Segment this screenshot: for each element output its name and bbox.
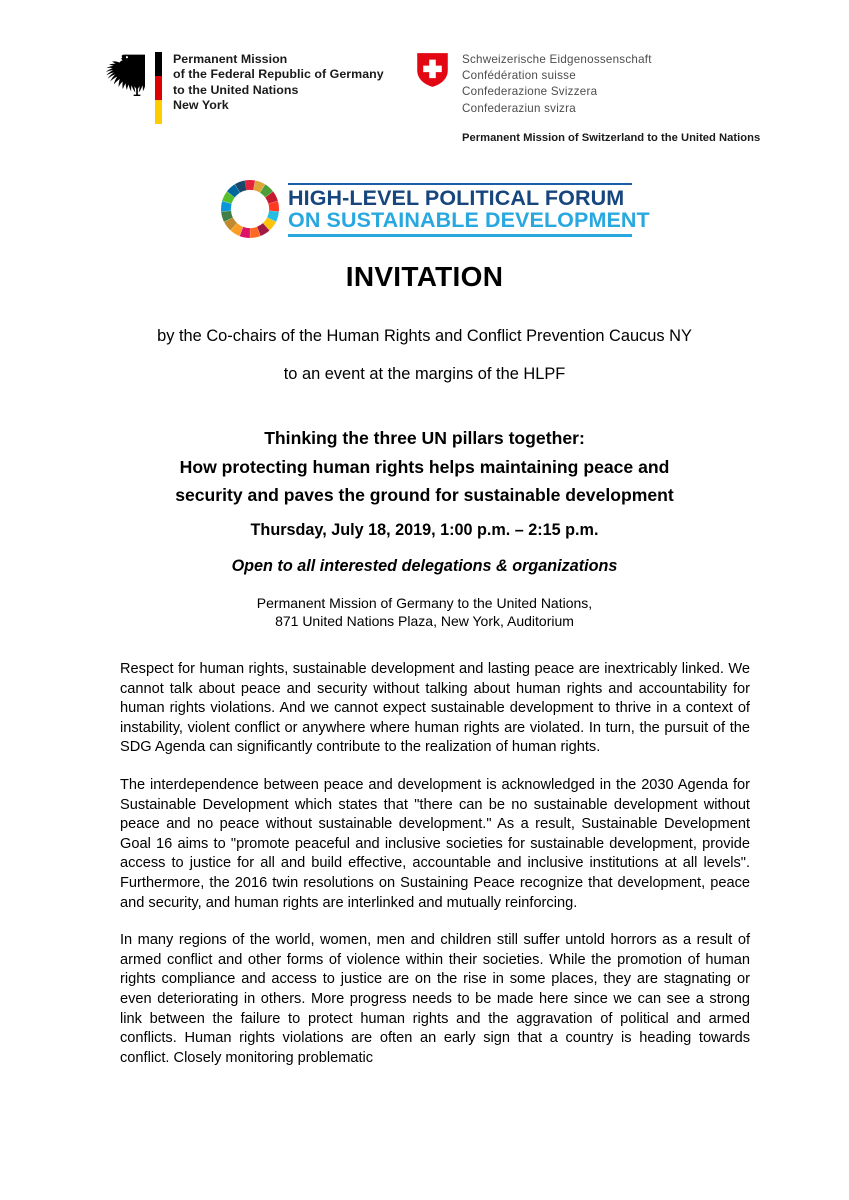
germany-mission-text <box>173 52 384 114</box>
event-title-line-3: security and paves the ground for sustainable development <box>175 485 674 505</box>
swiss-coat-of-arms-icon <box>416 52 449 88</box>
sdg-color-wheel-icon <box>221 180 279 238</box>
hlpf-banner <box>221 180 650 238</box>
german-federal-eagle-icon <box>103 52 145 96</box>
switzerland-mission-text <box>462 52 652 117</box>
venue-line-1: Permanent Mission of Germany to the United Nations, <box>256 595 593 611</box>
switzerland-mission-logo <box>416 52 760 144</box>
body-paragraph-2: The interdependence between peace and development is acknowledged in the 2030 Agenda for Sustainable Development which states that "there can be no sustainable development without peace and no peace without sustainable development." As a result, Sustainable Development Goal 16 aims to "promote peaceful and inclusive societies for sustainable development, provide access to justice for all and build effective, accountable and inclusive institutions at all levels". Furthermore, the 2016 twin resolutions on Sustaining Peace recognize that development, peace and security, and human rights are interlinked and mutually reinforcing. <box>120 776 750 911</box>
germany-line-2: of the Federal Republic of Germany <box>173 67 384 82</box>
germany-mission-logo <box>103 52 384 124</box>
germany-line-1: Permanent Mission <box>173 52 288 66</box>
german-flag-bar-icon <box>155 52 162 124</box>
hlpf-rule-top <box>288 183 632 185</box>
swiss-line-1: Schweizerische Eidgenossenschaft <box>462 53 652 66</box>
swiss-line-4: Confederaziun svizra <box>462 101 576 115</box>
event-venue <box>0 594 849 630</box>
switzerland-permanent-mission-label: Permanent Mission of Switzerland to the United Nations <box>462 131 761 144</box>
hlpf-rule-bottom <box>288 234 632 237</box>
event-title-line-1: Thinking the three UN pillars together: <box>264 428 585 448</box>
swiss-line-2: Confédération suisse <box>462 69 576 83</box>
venue-line-2: 871 United Nations Plaza, New York, Auditorium <box>275 613 574 629</box>
event-title <box>0 424 849 510</box>
page-title: INVITATION <box>345 261 504 292</box>
hlpf-wordmark <box>288 182 650 237</box>
body-paragraph-1: Respect for human rights, sustainable development and lasting peace are inextricably linked. We cannot talk about peace and security without talking about human rights and accountability for human rights violations. And we cannot expect sustainable development to thrive in a context of instability, violent conflict or anywhere where human rights are violated. In turn, the pursuit of the SDG Agenda can significantly contribute to the realization of human rights. <box>120 661 750 756</box>
event-title-line-2: How protecting human rights helps maintaining peace and <box>179 456 670 477</box>
byline-line-1: by the Co-chairs of the Human Rights and Conflict Prevention Caucus NY <box>157 327 692 345</box>
body-paragraph-3: In many regions of the world, women, men and children still suffer untold horrors as a result of armed conflict and other forms of violence within their societies. While the promotion of human rights compliance and access to justice are on the rise in some places, they are stagnating or even deteriorating in others. More progress needs to be made here since we can see a strong link between the failure to protect human rights and the aggravation of political and armed conflicts. Human rights violations are often an early sign that a country is heading towards conflict. Closely monitoring problematic <box>120 932 750 1066</box>
germany-line-3: to the United Nations <box>173 82 299 97</box>
event-datetime: Thursday, July 18, 2019, 1:00 p.m. – 2:15 p.m. <box>250 521 599 539</box>
germany-line-4: New York <box>173 98 229 113</box>
byline-line-2: to an event at the margins of the HLPF <box>283 365 566 383</box>
invitation-byline <box>0 320 849 390</box>
body-text <box>120 660 750 1068</box>
hlpf-title-line-1: HIGH-LEVEL POLITICAL FORUM <box>288 185 625 210</box>
header-logos <box>0 0 849 144</box>
event-audience-note: Open to all interested delegations & organizations <box>231 557 618 575</box>
hlpf-title-line-2: ON SUSTAINABLE DEVELOPMENT <box>288 207 650 232</box>
swiss-line-3: Confederazione Svizzera <box>462 85 598 99</box>
